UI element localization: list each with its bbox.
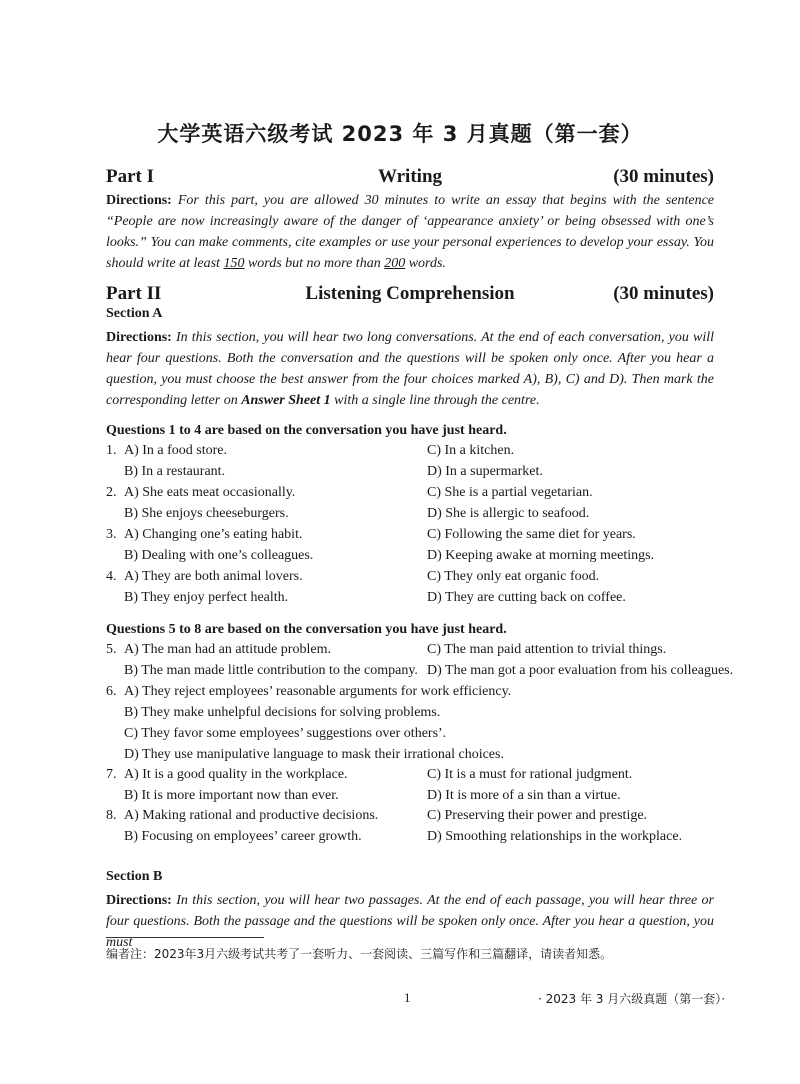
option-a: A) She eats meat occasionally. — [124, 485, 296, 500]
option-a: A) It is a good quality in the workplace. — [124, 767, 348, 782]
section-a-directions — [106, 327, 714, 411]
page-number: 1 — [404, 990, 411, 1005]
option-c: C) In a kitchen. — [427, 443, 515, 458]
option-d: D) Smoothing relationships in the workplace. — [427, 829, 683, 844]
option-c: C) They only eat organic food. — [427, 569, 600, 584]
option-b: B) In a restaurant. — [124, 464, 226, 479]
part1-label: Part I — [106, 166, 155, 187]
option-a: A) In a food store. — [124, 443, 228, 458]
option-b: B) Focusing on employees’ career growth. — [124, 829, 362, 844]
section-a-directions-text-a: In this section, you will hear two long conversations. At the end of each conversation, you will hear four questions. Both the conversation and the questions will be spoken only once. After you hear a question, you must choose the best answer from the four choices marked A), B), C) and D). Then mark the corresponding letter on — [106, 330, 714, 408]
option-b: B) Dealing with one’s colleagues. — [124, 548, 314, 563]
option-c: C) Following the same diet for years. — [427, 527, 636, 542]
question-number: 7. — [106, 767, 117, 782]
option-c: C) They favor some employees’ suggestions over others’. — [124, 726, 447, 741]
option-a: A) Changing one’s eating habit. — [124, 527, 303, 542]
option-b: B) They enjoy perfect health. — [124, 590, 289, 605]
question-number: 1. — [106, 443, 117, 458]
part1-directions-text-a: For this part, you are allowed 30 minutes to write an essay that begins with the sentence “People are now increasingly aware of the danger of ‘appearance anxiety’ or being obsessed with one’s looks.” You can make comments, cite examples or use your personal experiences to develop your essay. You should write at least — [106, 193, 714, 271]
question-number: 3. — [106, 527, 117, 542]
part2-header — [106, 283, 714, 307]
part1-directions — [106, 190, 714, 274]
part2-name: Listening Comprehension — [305, 283, 515, 304]
question-number: 4. — [106, 569, 117, 584]
part1-directions-text-c: words. — [405, 256, 446, 271]
part1-time: (30 minutes) — [613, 166, 714, 187]
section-b-directions-text: In this section, you will hear two passages. At the end of each passage, you will hear three or four questions. Both the passage and the questions will be spoken only once. After you hear a question, you must — [106, 893, 714, 950]
part2-label: Part II — [106, 283, 162, 304]
footnote-divider — [106, 937, 264, 938]
option-a: A) Making rational and productive decisions. — [124, 808, 379, 823]
option-d: D) She is allergic to seafood. — [427, 506, 590, 521]
page-title: 大学英语六级考试 2023 年 3 月真题（第一套） — [157, 122, 643, 146]
option-b: B) It is more important now than ever. — [124, 788, 339, 803]
questions-5-8-heading: Questions 5 to 8 are based on the conversation you have just heard. — [106, 622, 507, 637]
option-d: D) In a supermarket. — [427, 464, 543, 479]
option-b: B) She enjoys cheeseburgers. — [124, 506, 289, 521]
option-c: C) The man paid attention to trivial things. — [427, 642, 667, 657]
part1-name: Writing — [377, 166, 443, 187]
option-b: B) They make unhelpful decisions for solving problems. — [124, 705, 441, 720]
questions-1-4-heading: Questions 1 to 4 are based on the conversation you have just heard. — [106, 423, 507, 438]
footer-label: · 2023 年 3 月六级真题（第一套）· — [538, 992, 726, 1006]
option-b: B) The man made little contribution to the company. — [124, 663, 418, 678]
section-a-directions-text-b: with a single line through the centre. — [330, 393, 540, 408]
option-d: D) They use manipulative language to mask their irrational choices. — [124, 747, 504, 762]
editor-footnote: 编者注：2023年3月六级考试共考了一套听力、一套阅读、三篇写作和三篇翻译，请读者知悉。 — [106, 947, 613, 961]
option-d: D) They are cutting back on coffee. — [427, 590, 626, 605]
option-d: D) It is more of a sin than a virtue. — [427, 788, 621, 803]
section-b-directions — [106, 890, 714, 953]
option-a: A) The man had an attitude problem. — [124, 642, 331, 657]
part2-time: (30 minutes) — [613, 283, 714, 304]
option-d: D) The man got a poor evaluation from his colleagues. — [427, 663, 734, 678]
question-number: 8. — [106, 808, 117, 823]
section-b-heading: Section B — [106, 869, 163, 884]
part1-directions-text-b: words but no more than — [244, 256, 385, 271]
section-a-directions-lead: Directions: — [106, 330, 172, 345]
option-c: C) Preserving their power and prestige. — [427, 808, 648, 823]
option-c: C) It is a must for rational judgment. — [427, 767, 633, 782]
option-a: A) They reject employees’ reasonable arguments for work efficiency. — [124, 684, 512, 699]
section-b-directions-lead: Directions: — [106, 893, 172, 908]
part1-max-words: 200 — [384, 256, 406, 271]
part1-header — [106, 166, 714, 190]
answer-sheet-label: Answer Sheet 1 — [241, 393, 331, 408]
part1-directions-lead: Directions: — [106, 193, 172, 208]
section-a-heading: Section A — [106, 306, 163, 321]
question-number: 6. — [106, 684, 117, 699]
option-a: A) They are both animal lovers. — [124, 569, 303, 584]
part1-min-words: 150 — [223, 256, 245, 271]
option-c: C) She is a partial vegetarian. — [427, 485, 593, 500]
option-d: D) Keeping awake at morning meetings. — [427, 548, 655, 563]
question-number: 2. — [106, 485, 117, 500]
question-number: 5. — [106, 642, 117, 657]
